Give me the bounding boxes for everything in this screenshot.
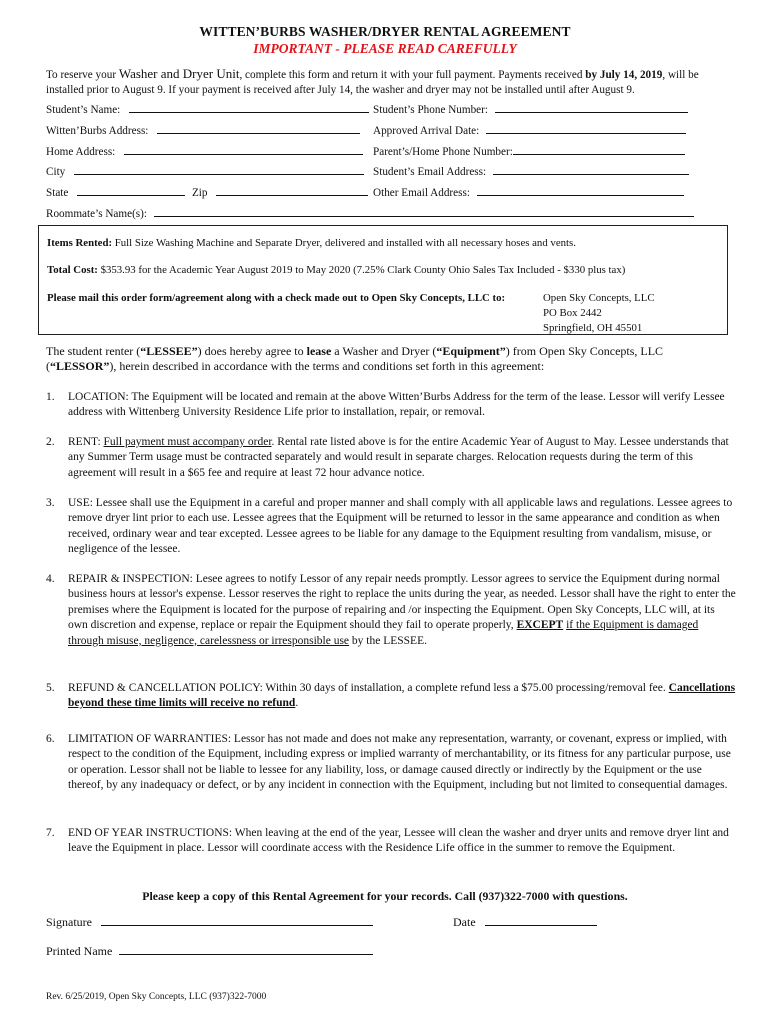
mailing-address	[543, 291, 655, 336]
printed-name-label: Printed Name	[46, 944, 113, 958]
clause-number: 6.	[46, 733, 55, 745]
state-zip-field[interactable]	[46, 184, 368, 199]
clause-rent	[46, 435, 736, 481]
refund-text-1: REFUND & CANCELLATION POLICY: Within 30 days of installation, a complete refund less a $75.00 processing/removal fee.	[68, 682, 669, 694]
clause-refund	[46, 681, 736, 712]
clause-text: LIMITATION OF WARRANTIES: Lessor has not made and does not make any representation, warranty, or covenant, express or implied, with respect to the condition of the Equipment, including express or implied warranty of merchantability, or its fitness for any particular purpose, use or operation. Lessor shall not be liable to lessee for any liability, loss, or damage caused directly or indirectly by the Equipment or the use thereof, by any inadequacy or defect, or by any incident in connection with the Equipment, including but not limited to consequential damages.	[68, 733, 731, 792]
signature-line[interactable]	[101, 914, 373, 926]
lessee-term: “LESSEE”	[140, 344, 198, 358]
approved-arrival-field[interactable]	[373, 122, 686, 137]
address-line-1: Open Sky Concepts, LLC	[543, 292, 655, 304]
lessee-text-3: a Washer and Dryer (	[331, 344, 437, 358]
rent-text-2: . Rental rate listed above is for the entire Academic Year of August to May. Lessee understands that any Summer Term usage must be contracted separately and would result in separate charges. Relocation requests during the term of this agreement will result in a $65 fee and require at least 72 hour advance notice.	[68, 436, 729, 479]
clause-end-of-year	[46, 826, 736, 857]
intro-paragraph	[46, 66, 736, 98]
clause-warranties	[46, 732, 736, 794]
repair-except: EXCEPT	[516, 619, 564, 632]
clause-number: 3.	[46, 497, 55, 509]
students-phone-label: Student’s Phone Number:	[373, 104, 488, 116]
home-address-label: Home Address:	[46, 146, 116, 158]
roommates-label: Roommate’s Name(s):	[46, 208, 147, 220]
clause-number: 7.	[46, 827, 55, 839]
students-phone-field[interactable]	[373, 101, 688, 116]
date-field[interactable]	[453, 914, 597, 930]
revision-footer: Rev. 6/25/2019, Open Sky Concepts, LLC (937)322-7000	[46, 992, 267, 1002]
clause-repair-inspection	[46, 572, 736, 649]
repair-text-2: by the LESSEE.	[349, 634, 427, 647]
intro-text-1: To reserve your	[46, 69, 119, 81]
approved-arrival-line[interactable]	[486, 122, 686, 134]
repair-underlined: if the Equipment is damaged through misuse, negligence, carelessness or irresponsible use	[68, 619, 699, 647]
intro-text-4: , will be installed prior to August 9. If your payment is received after July 14, the washer and dryer may not be installed until after August 9.	[46, 69, 699, 96]
mail-instructions	[47, 292, 505, 304]
clause-number: 1.	[46, 391, 55, 403]
address-line-3: Springfield, OH 45501	[543, 322, 643, 334]
intro-deadline: by July 14, 2019	[585, 69, 663, 81]
clause-location	[46, 390, 736, 421]
order-details-box	[38, 225, 728, 335]
clause-number: 4.	[46, 573, 55, 585]
signature-field[interactable]	[46, 914, 373, 930]
clause-text: USE: Lessee shall use the Equipment in a careful and proper manner and shall comply with all applicable laws and regulations. Lessee agrees to remove dryer lint prior to each use. Lessee agrees that the Equipment will be returned to lessor in the same appearance and condition as when received, ordinary wear and tear excepted. Lessee agrees to be liable for any damage to the Equipment resulting from vandalism, misuse, or negligence of the lessee.	[68, 497, 733, 556]
rent-underlined: Full payment must accompany order	[103, 436, 272, 448]
state-label: State	[46, 187, 69, 199]
document-title: WITTEN’BURBS WASHER/DRYER RENTAL AGREEMENT	[199, 24, 571, 39]
clause-number: 5.	[46, 682, 55, 694]
parents-phone-field[interactable]	[373, 143, 685, 158]
lessee-paragraph	[46, 344, 736, 375]
other-email-field[interactable]	[373, 184, 684, 199]
approved-arrival-label: Approved Arrival Date:	[373, 125, 480, 137]
students-name-label: Student’s Name:	[46, 104, 121, 116]
refund-underlined: Cancellations beyond these time limits will receive no refund	[68, 682, 736, 710]
lease-term: lease	[306, 344, 332, 358]
roommates-field[interactable]	[46, 205, 694, 220]
parents-phone-label: Parent’s/Home Phone Number:	[373, 146, 513, 158]
students-name-field[interactable]	[46, 101, 369, 116]
clause-use	[46, 496, 736, 558]
clause-text	[68, 572, 736, 649]
home-address-field[interactable]	[46, 143, 363, 158]
clause-text: LOCATION: The Equipment will be located and remain at the above Witten’Burbs Address for the term of the lease. Lessor will verify Lessee address with Wittenberg University Residence Life prior to installation, repair, or removal.	[68, 391, 725, 419]
total-cost-label: Total Cost:	[47, 264, 98, 276]
home-address-line[interactable]	[124, 143, 363, 155]
refund-text-2: .	[295, 697, 299, 710]
equipment-term: “Equipment”	[436, 344, 506, 358]
city-label: City	[46, 166, 66, 178]
lessor-term: “LESSOR”	[50, 359, 110, 374]
intro-text-2: Washer and Dryer Unit	[118, 66, 240, 81]
clause-text: END OF YEAR INSTRUCTIONS: When leaving at the end of the year, Lessee will clean the washer and dryer units and remove dryer lint and leave the Equipment in place. Lessor will coordinate access with the Residence Life office in the summer to remove the Equipment.	[68, 827, 729, 855]
wittenburbs-address-label: Witten’Burbs Address:	[46, 125, 149, 137]
students-email-field[interactable]	[373, 163, 689, 178]
total-cost-text: $353.93 for the Academic Year August 2019 to May 2020 (7.25% Clark County Ohio Sales Tax Included - $330 plus tax)	[97, 264, 626, 276]
lessee-text-5: ), herein described in accordance with the terms and conditions set forth in this agreement:	[109, 359, 545, 374]
clause-number: 2.	[46, 436, 55, 448]
city-line[interactable]	[74, 163, 364, 175]
clause-text	[68, 435, 736, 481]
state-line[interactable]	[77, 184, 185, 196]
printed-name-line[interactable]	[119, 943, 373, 955]
mail-instructions-text: Please mail this order form/agreement along with a check made out to Open Sky Concepts, LLC to:	[47, 292, 506, 304]
intro-text-3: , complete this form and return it with your full payment. Payments received	[239, 69, 586, 81]
other-email-line[interactable]	[477, 184, 684, 196]
roommates-line[interactable]	[154, 205, 694, 217]
important-notice: IMPORTANT - PLEASE READ CAREFULLY	[253, 41, 517, 56]
parents-phone-line[interactable]	[513, 143, 685, 155]
students-name-line[interactable]	[129, 101, 369, 113]
wittenburbs-address-line[interactable]	[157, 122, 360, 134]
city-field[interactable]	[46, 163, 364, 178]
other-email-label: Other Email Address:	[373, 187, 470, 199]
address-line-2: PO Box 2442	[543, 307, 602, 319]
clause-text	[68, 681, 736, 712]
signature-label: Signature	[46, 915, 92, 929]
items-rented-text: Full Size Washing Machine and Separate Dryer, delivered and installed with all necessary hoses and vents.	[112, 237, 576, 249]
students-phone-line[interactable]	[495, 101, 688, 113]
lessee-text-4: ) from Open Sky Concepts, LLC (	[46, 344, 664, 374]
total-cost	[47, 264, 625, 276]
zip-label: Zip	[191, 187, 208, 199]
date-label: Date	[453, 915, 476, 929]
wittenburbs-address-field[interactable]	[46, 122, 360, 137]
zip-line[interactable]	[216, 184, 368, 196]
students-email-line[interactable]	[493, 163, 689, 175]
repair-text-1: REPAIR & INSPECTION: Lesee agrees to notify Lessor of any repair needs promptly. Lessor agrees to service the Equipment during normal business hours at lessor's expense. Lessor reserves the right to replace the units during the year, as needed. Lessor shall have the right to enter the premises where the Equipment is located for the purpose of repairing and /or inspecting the Equipment. Open Sky Concepts, LLC will, at its own discretion and expense, replace or repair the Equipment should they fail to operate properly,	[68, 573, 736, 632]
printed-name-field[interactable]	[46, 943, 373, 959]
students-email-label: Student’s Email Address:	[373, 166, 487, 178]
date-line[interactable]	[485, 914, 597, 926]
items-rented-label: Items Rented:	[47, 237, 113, 249]
rent-text-1: RENT:	[68, 436, 104, 448]
closing-note: Please keep a copy of this Rental Agreement for your records. Call (937)322-7000 with questions.	[142, 889, 628, 903]
lessee-text-2: ) does hereby agree to	[197, 344, 307, 358]
items-rented	[47, 237, 576, 249]
lessee-text-1: The student renter (	[46, 344, 141, 358]
